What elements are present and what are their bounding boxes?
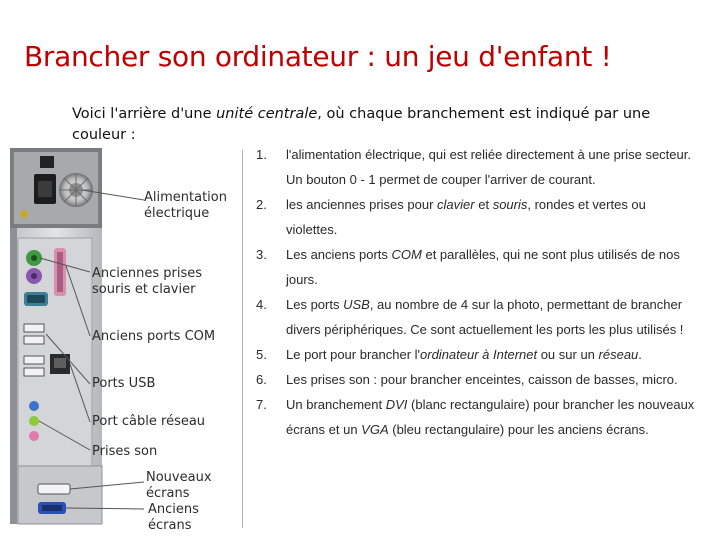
audio-line-out-jack [29, 416, 39, 426]
list-item-text: . [638, 347, 642, 362]
callout-com: Anciens ports COM [92, 329, 216, 344]
list-item-text: ou sur un [537, 347, 599, 362]
list-item-emphasis: souris [492, 197, 528, 212]
list-item-text: Un branchement [286, 397, 386, 412]
list-item-text: Les ports [286, 297, 344, 312]
list-item-emphasis: USB [343, 297, 370, 312]
list-number: 2. [256, 197, 267, 212]
intro-emphasis: unité centrale [216, 106, 318, 122]
list-number: 1. [256, 147, 267, 162]
list-item-emphasis: ordinateur à Internet [420, 347, 538, 362]
list-number: 6. [256, 372, 267, 387]
list-item-text: et [474, 197, 493, 212]
list-number: 5. [256, 347, 267, 362]
callout-sound: Prises son [92, 444, 158, 459]
list-item-text: , rondes et vertes ou violettes. [286, 197, 646, 237]
list-item-text: (blanc rectangulaire) pour brancher les nouveaux écrans et un [286, 397, 695, 437]
intro-text-end: , où chaque branchement est indiqué par une couleur : [72, 106, 651, 143]
list-item-emphasis: clavier [437, 197, 475, 212]
list-number: 7. [256, 397, 267, 412]
list-item-text: les anciennes prises pour [286, 197, 438, 212]
intro-paragraph [72, 104, 672, 146]
callout-ps2: Anciennes prises souris et clavier [92, 266, 203, 297]
list-item [256, 342, 698, 367]
power-switch [40, 156, 54, 168]
list-item-text: Les prises son : pour brancher enceintes, caisson de basses, micro. [286, 372, 678, 387]
callout-old-screens: Anciens écrans [148, 502, 199, 533]
audio-line-in-jack [29, 401, 39, 411]
callout-new-screens: Nouveaux écrans [146, 470, 212, 501]
list-item-text: (bleu rectangulaire) pour les anciens écrans. [388, 422, 649, 437]
list-item-emphasis: DVI [385, 397, 408, 412]
list-item [256, 292, 698, 342]
list-item-text: , au nombre de 4 sur la photo, permettant de brancher divers périphériques. Ce sont actuellement les ports les plus utilisés ! [286, 297, 684, 337]
list-item-emphasis: COM [391, 247, 422, 262]
intro-text-start: Voici l'arrière d'une [72, 106, 217, 122]
connection-list [256, 142, 698, 442]
callout-power: Alimentation électrique [144, 190, 227, 221]
list-item-text: l'alimentation électrique, qui est reliée directement à une prise secteur. Un bouton 0 - 1 permet de couper l'arriver de courant. [286, 147, 691, 187]
dvi-port [38, 484, 70, 494]
list-number: 4. [256, 297, 267, 312]
list-item-text: Les anciens ports [286, 247, 392, 262]
list-item [256, 142, 698, 192]
list-item [256, 392, 698, 442]
usb-port [24, 336, 44, 344]
usb-port [24, 368, 44, 376]
list-item [256, 367, 698, 392]
page-title: Brancher son ordinateur : un jeu d'enfant ! [24, 40, 612, 73]
usb-port [24, 356, 44, 364]
list-number: 3. [256, 247, 267, 262]
usb-port [24, 324, 44, 332]
list-item [256, 242, 698, 292]
computer-rear-photo [10, 148, 242, 533]
callout-usb: Ports USB [92, 376, 156, 391]
list-item-text: et parallèles, qui ne sont plus utilisés de nos jours. [286, 247, 680, 287]
list-item [256, 192, 698, 242]
list-item-text: Le port pour brancher l' [286, 347, 421, 362]
list-item-emphasis: VGA [361, 422, 389, 437]
audio-mic-jack [29, 431, 39, 441]
callout-network: Port câble réseau [92, 414, 206, 429]
photo-divider [242, 150, 243, 528]
list-item-emphasis: réseau [598, 347, 639, 362]
